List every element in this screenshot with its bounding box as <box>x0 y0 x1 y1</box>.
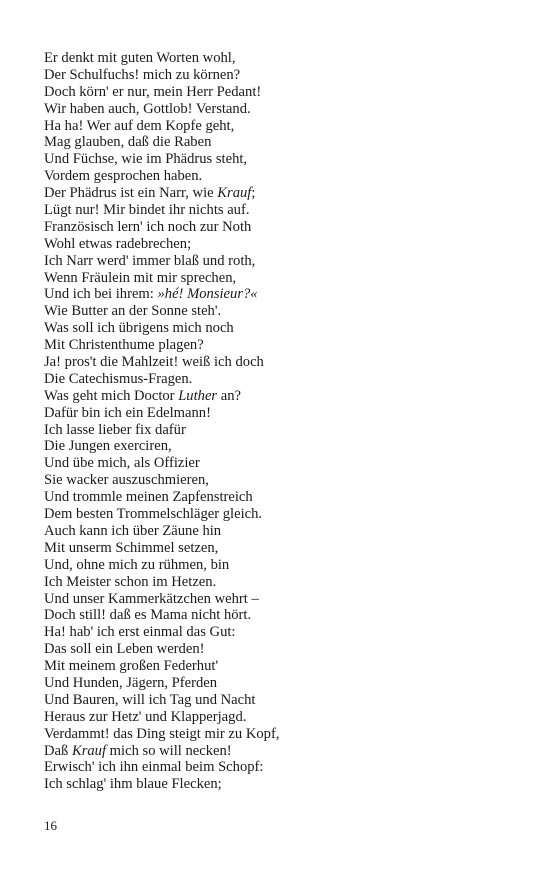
poem-line <box>44 219 524 236</box>
poem-line <box>44 253 524 270</box>
line-text: Wohl etwas radebrechen; <box>44 235 192 252</box>
poem-line <box>44 84 524 101</box>
italic-text: Krauf <box>71 742 107 759</box>
line-text: Und trommle meinen Zapfenstreich <box>44 489 253 506</box>
poem-line <box>44 692 524 709</box>
line-text: Was geht mich Doctor <box>44 387 179 404</box>
line-text: Und ich bei ihrem: <box>44 286 158 303</box>
line-text: Ich Narr werd' immer blaß und roth, <box>44 252 256 269</box>
poem-line <box>44 101 524 118</box>
italic-text: Luther <box>178 387 218 404</box>
line-text: Dafür bin ich ein Edelmann! <box>44 404 211 421</box>
poem-line <box>44 675 524 692</box>
line-text: Mag glauben, daß die Raben <box>44 134 212 151</box>
line-text: Und Bauren, will ich Tag und Nacht <box>44 691 256 708</box>
line-text: an? <box>217 387 242 404</box>
line-text: Die Catechismus-Fragen. <box>44 370 193 387</box>
poem-line <box>44 438 524 455</box>
line-text: Vordem gesprochen haben. <box>44 168 203 185</box>
poem-line <box>44 67 524 84</box>
poem-text <box>44 50 524 793</box>
line-text: Mit meinem großen Federhut' <box>44 658 219 675</box>
line-text: Mit Christenthume plagen? <box>44 337 204 354</box>
line-text: Wie Butter an der Sonne steh'. <box>44 303 222 320</box>
line-text: ; <box>251 185 256 202</box>
poem-line <box>44 540 524 557</box>
line-text: Heraus zur Hetz' und Klapperjagd. <box>44 708 247 725</box>
line-text: Französisch lern' ich noch zur Noth <box>44 218 252 235</box>
poem-line <box>44 591 524 608</box>
poem-line <box>44 286 524 303</box>
poem-line <box>44 236 524 253</box>
line-text: Ich lasse lieber fix dafür <box>44 421 186 438</box>
poem-line <box>44 506 524 523</box>
line-text: Der Schulfuchs! mich zu körnen? <box>44 66 241 83</box>
poem-line <box>44 607 524 624</box>
poem-line <box>44 168 524 185</box>
poem-line <box>44 624 524 641</box>
poem-line <box>44 557 524 574</box>
poem-line <box>44 422 524 439</box>
line-text: Dem besten Trommelschläger gleich. <box>44 506 263 523</box>
poem-line <box>44 303 524 320</box>
line-text: Lügt nur! Mir bindet ihr nichts auf. <box>44 202 250 219</box>
poem-line <box>44 726 524 743</box>
line-text: Ich Meister schon im Hetzen. <box>44 573 217 590</box>
line-text: Doch still! daß es Mama nicht hört. <box>44 607 252 624</box>
poem-line <box>44 523 524 540</box>
line-text: Ja! pros't die Mahlzeit! weiß ich doch <box>44 354 264 371</box>
line-text: Mit unserm Schimmel setzen, <box>44 539 219 556</box>
poem-line <box>44 337 524 354</box>
line-text: Die Jungen exerciren, <box>44 438 172 455</box>
line-text: Und, ohne mich zu rühmen, bin <box>44 556 230 573</box>
line-text: Daß <box>44 742 72 759</box>
poem-line <box>44 405 524 422</box>
poem-line <box>44 320 524 337</box>
line-text: Wenn Fräulein mit mir sprechen, <box>44 269 237 286</box>
line-text: Ha! hab' ich erst einmal das Gut: <box>44 624 236 641</box>
poem-line <box>44 658 524 675</box>
line-text: Er denkt mit guten Worten wohl, <box>44 50 236 66</box>
poem-line <box>44 202 524 219</box>
line-text: Ha ha! Wer auf dem Kopfe geht, <box>44 117 235 134</box>
italic-text: »hé! Monsieur?« <box>157 286 258 303</box>
line-text: Der Phädrus ist ein Narr, wie <box>44 185 218 202</box>
line-text: Verdammt! das Ding steigt mir zu Kopf, <box>44 725 280 742</box>
poem-line <box>44 472 524 489</box>
poem-line <box>44 489 524 506</box>
line-text: Und Füchse, wie im Phädrus steht, <box>44 151 248 168</box>
poem-line <box>44 743 524 760</box>
line-text: Auch kann ich über Zäune hin <box>44 522 222 539</box>
poem-line <box>44 776 524 793</box>
poem-line <box>44 574 524 591</box>
line-text: mich so will necken! <box>106 742 232 759</box>
poem-line <box>44 151 524 168</box>
line-text: Wir haben auch, Gottlob! Verstand. <box>44 100 251 117</box>
line-text: Das soll ein Leben werden! <box>44 641 205 658</box>
poem-line <box>44 270 524 287</box>
line-text: Erwisch' ich ihn einmal beim Schopf: <box>44 759 264 776</box>
poem-line <box>44 185 524 202</box>
italic-text: Krauf <box>217 185 252 202</box>
line-text: Sie wacker auszuschmieren, <box>44 472 209 489</box>
line-text: Und übe mich, als Offizier <box>44 455 200 472</box>
line-text: Doch körn' er nur, mein Herr Pedant! <box>44 83 262 100</box>
poem-line <box>44 709 524 726</box>
poem-line <box>44 134 524 151</box>
line-text: Und Hunden, Jägern, Pferden <box>44 674 218 691</box>
poem-line <box>44 455 524 472</box>
poem-line <box>44 354 524 371</box>
poem-line <box>44 759 524 776</box>
poem-line <box>44 118 524 135</box>
line-text: Ich schlag' ihm blaue Flecken; <box>44 776 222 793</box>
poem-line <box>44 50 524 67</box>
line-text: Und unser Kammerkätzchen wehrt – <box>44 590 259 607</box>
line-text: Was soll ich übrigens mich noch <box>44 320 234 337</box>
poem-line <box>44 641 524 658</box>
poem-line <box>44 371 524 388</box>
poem-line <box>44 388 524 405</box>
page-number: 16 <box>44 818 57 833</box>
